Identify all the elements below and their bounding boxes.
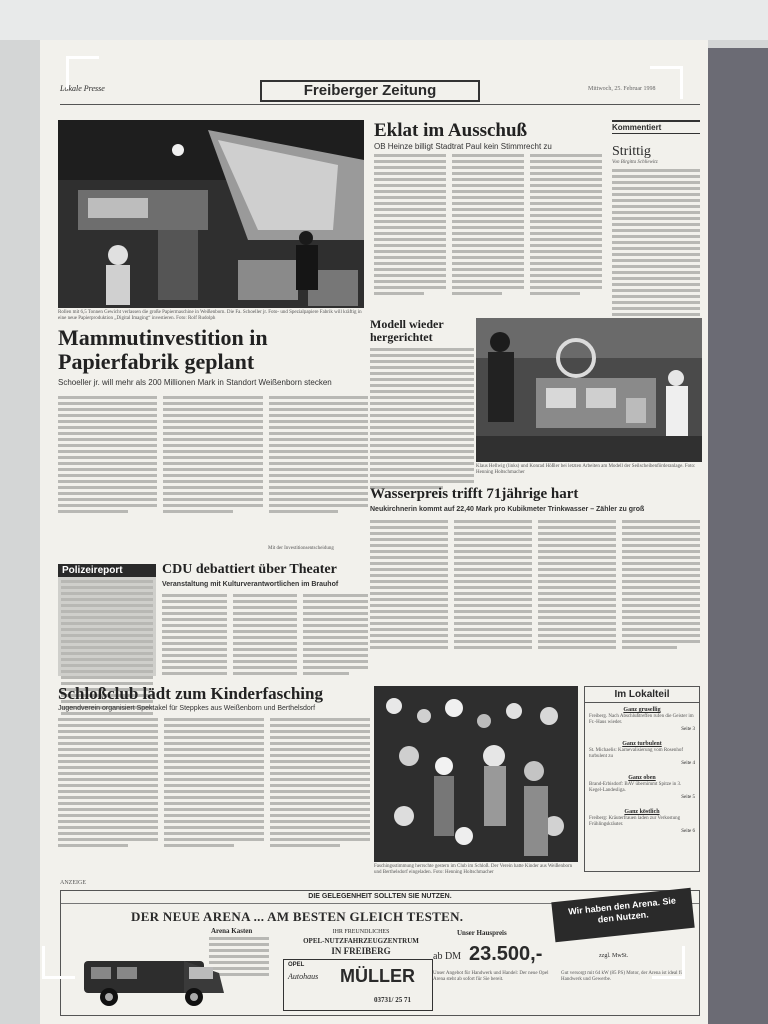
lead-subhead: Schoeller jr. will mehr als 200 Millionen Mark in Standort Weißenborn stecken (58, 378, 332, 387)
dealer-name: MÜLLER (340, 966, 415, 986)
modell-photo (476, 318, 702, 462)
crop-corner-top-left[interactable] (66, 56, 99, 89)
lokalteil-item-page: Seite 5 (681, 795, 695, 800)
dealer-logo (283, 959, 433, 1011)
fasching-photo (374, 686, 578, 862)
paper-machine-illustration (58, 120, 364, 308)
wasser-headline: Wasserpreis trifft 71jährige hart (370, 486, 579, 502)
crop-corner-bottom-left[interactable] (42, 946, 75, 979)
lokalteil-item-page: Seite 3 (681, 727, 695, 732)
crowd-illustration (374, 686, 578, 862)
opel-brand: OPEL (288, 962, 305, 968)
ad-left-title: Arena Kasten (211, 927, 253, 935)
ad-bottom-left: Unser Angebot für Handwerk und Handel: Der neue Opel Arena steht ab sofort für Sie bereit. (433, 971, 549, 982)
lead-end-note: Mit der Investitionsentscheidung (268, 546, 334, 551)
ad-center-city: IN FREIBERG (331, 946, 391, 956)
opel-arena-ad (60, 890, 700, 1016)
wasser-subhead: Neukirchnerin kommt auf 22,40 Mark pro Kubikmeter Trinkwasser – Zähler zu groß (370, 506, 645, 513)
lokalteil-item[interactable] (589, 741, 695, 767)
modell-body (370, 348, 474, 492)
ad-headline: DER NEUE ARENA ... AM BESTEN GLEICH TESTEN. (131, 909, 464, 924)
newspaper-page (40, 40, 708, 1024)
lokalteil-item-title: Ganz oben (628, 775, 656, 781)
polizei-box (58, 564, 156, 676)
crop-corner-top-right[interactable] (650, 66, 683, 99)
lokalteil-item-text: Freiberg. Nach Abschlußtreffen rufen die Geister im Fr.-Haus wieder. (589, 714, 694, 725)
eklat-headline: Eklat im Ausschuß (374, 120, 528, 141)
cdu-subhead: Veranstaltung mit Kulturverantwortlichen im Brauhof (162, 581, 339, 588)
modell-caption: Klaus Hellwig (links) und Konrad Hößler bei letzten Arbeiten am Modell der Seilscheibenförderanlage. Foto: Henning Holtschmacher (476, 464, 696, 475)
schloss-headline: Schloßclub lädt zum Kinderfasching (58, 684, 323, 703)
lead-headline: Mammutinvestition in Papierfabrik geplant (58, 325, 268, 374)
schloss-subhead: Jugendverein organisiert Spektakel für Steppkes aus Weißenborn und Berthelsdorf (58, 705, 316, 712)
lokalteil-item[interactable] (589, 707, 695, 733)
lokalteil-item[interactable] (589, 809, 695, 835)
polizei-label: Polizeireport (58, 564, 156, 577)
dealer-sub: Autohaus (288, 972, 319, 981)
dealer-phone: 03731/ 25 71 (374, 996, 411, 1004)
schloss-body (58, 718, 370, 868)
lokalteil-item-title: Ganz grusellig (623, 707, 661, 713)
cdu-headline: CDU debattiert über Theater (162, 562, 337, 577)
ad-bottom-right: Gut versorgt mit 64 kW (85 PS) Motor, der Arena ist ideal für Handwerk und Gewerbe. (561, 971, 685, 982)
lokalteil-item-title: Ganz turbulent (622, 741, 662, 747)
price-value: 23.500,- (469, 943, 543, 965)
lokalteil-box (584, 686, 700, 872)
wasser-body (370, 520, 700, 660)
price-suffix: zzgl. MwSt. (599, 953, 629, 959)
lokalteil-item-text: Brand-Erbisdorf: BAV übernimmt Spitze in 3. Kegel-Landesliga. (589, 782, 682, 793)
kommentar-box (612, 120, 700, 350)
scanner-top-strip (0, 0, 768, 40)
masthead-date: Mittwoch, 25. Februar 1998 (588, 86, 656, 92)
masthead-left-label: Lokale Presse (60, 84, 105, 93)
lokalteil-item-page: Seite 6 (681, 829, 695, 834)
lead-body (58, 396, 368, 546)
ad-sticker: Wir haben den Arena. Sie den Nutzen. (551, 888, 694, 942)
masthead-title: Freiberger Zeitung (260, 80, 480, 102)
lokalteil-label: Im Lokalteil (585, 687, 699, 703)
lokalteil-item-page: Seite 4 (681, 761, 695, 766)
van-illustration (79, 953, 229, 1007)
modell-headline: Modell wieder hergerichtet (370, 317, 444, 344)
paper-machine-photo (58, 120, 364, 308)
fasching-caption: Faschingsstimmung herrschte gestern im Club im Schloß. Der Verein hatte Kinder aus Weißenborn und Berthelsdorf eingeladen. Foto: Henning Holtschmacher (374, 864, 573, 875)
photo1-caption: Rollen mit 6,5 Tonnen Gewicht verlassen die große Papiermaschine in Weißenborn. Die Fa. Schoeller jr. Foto- und Spezialpapiere Fabrik will kräftig in eine neue Papierproduktion „Digital Imaging“ investieren. Foto: Rolf Rudolph (58, 310, 362, 321)
model-machine-illustration (476, 318, 702, 462)
eklat-subhead: OB Heinze billigt Stadtrat Paul kein Stimmrecht zu (374, 142, 552, 151)
kommentar-byline: Von Birgitta Schliewitz (612, 160, 658, 165)
ad-right-title: Unser Hauspreis (457, 929, 507, 937)
lokalteil-item-text: St. Michaelis: Karnevalisierung vom Rosenhof turbulent zu (589, 748, 684, 759)
anzeige-label: ANZEIGE (60, 880, 86, 886)
scanner-dark-edge (705, 48, 768, 1024)
ad-center-intro: IHR FREUNDLICHES (332, 929, 390, 935)
ad-center-line: OPEL-NUTZFAHRZEUGZENTRUM (303, 937, 419, 945)
crop-corner-bottom-right[interactable] (652, 946, 685, 979)
masthead-rule (60, 104, 700, 105)
kommentar-title: Strittig (612, 144, 651, 159)
kommentar-label: Kommentiert (612, 120, 700, 134)
lokalteil-item-text: Freiberg: Kräuterfrauen laden zur Verkostung Frühlingskräuter. (589, 816, 681, 827)
lokalteil-item[interactable] (589, 775, 695, 801)
lokalteil-item-title: Ganz köstlich (624, 809, 660, 815)
cdu-body (162, 594, 368, 678)
ad-banner: DIE GELEGENHEIT SOLLTEN SIE NUTZEN. (61, 891, 699, 904)
price-prefix: ab DM (433, 951, 462, 962)
